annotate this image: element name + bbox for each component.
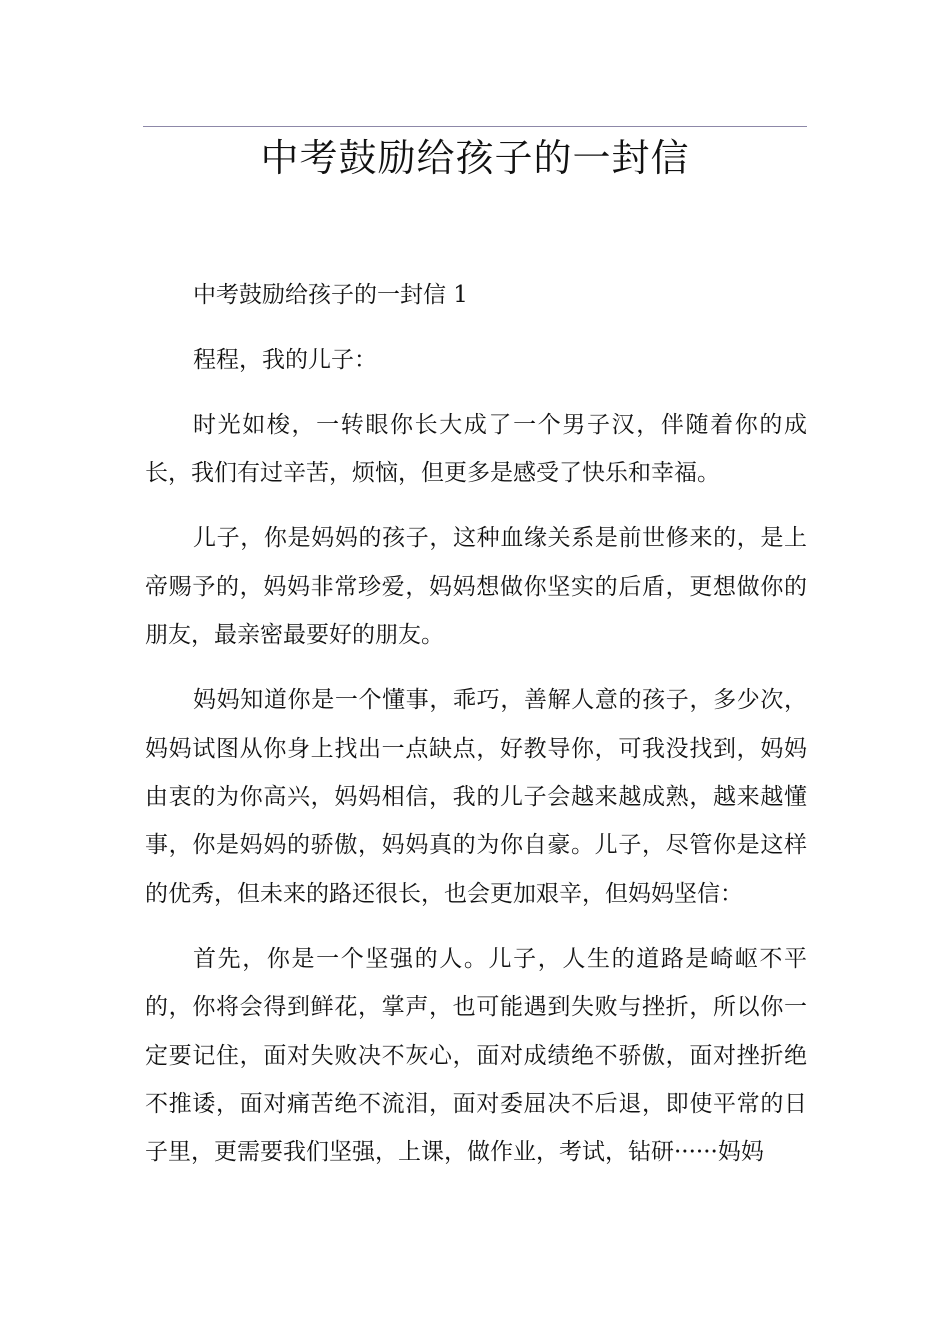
paragraph: 时光如梭，一转眼你长大成了一个男子汉，伴随着你的成长，我们有过辛苦，烦恼，但更多是感受了快乐和幸福。 — [145, 412, 807, 487]
paragraph: 妈妈知道你是一个懂事，乖巧，善解人意的孩子，多少次，妈妈试图从你身上找出一点缺点，好教导你，可我没找到，妈妈由衷的为你高兴，妈妈相信，我的儿子会越来越成熟，越来越懂事，你是妈妈的骄傲，妈妈真的为你自豪。儿子，尽管你是这样的优秀，但未来的路还很长，也会更加艰辛，但妈妈坚信： — [145, 687, 807, 907]
document-body — [145, 271, 807, 1193]
paragraph: 首先，你是一个坚强的人。儿子，人生的道路是崎岖不平的，你将会得到鲜花，掌声，也可能遇到失败与挫折，所以你一定要记住，面对失败决不灰心，面对成绩绝不骄傲，面对挫折绝不推诿，面对痛苦绝不流泪，面对委屈决不后退，即使平常的日子里，更需要我们坚强，上课，做作业，考试，钻研······妈妈 — [145, 945, 807, 1166]
paragraph: 儿子，你是妈妈的孩子，这种血缘关系是前世修来的，是上帝赐予的，妈妈非常珍爱，妈妈想做你坚实的后盾，更想做你的朋友，最亲密最要好的朋友。 — [145, 525, 807, 649]
document-title: 中考鼓励给孩子的一封信 — [260, 136, 690, 180]
header-rule — [143, 126, 807, 127]
paragraph-heading: 中考鼓励给孩子的一封信 1 — [193, 282, 468, 308]
paragraph-salutation: 程程，我的儿子： — [193, 347, 377, 373]
